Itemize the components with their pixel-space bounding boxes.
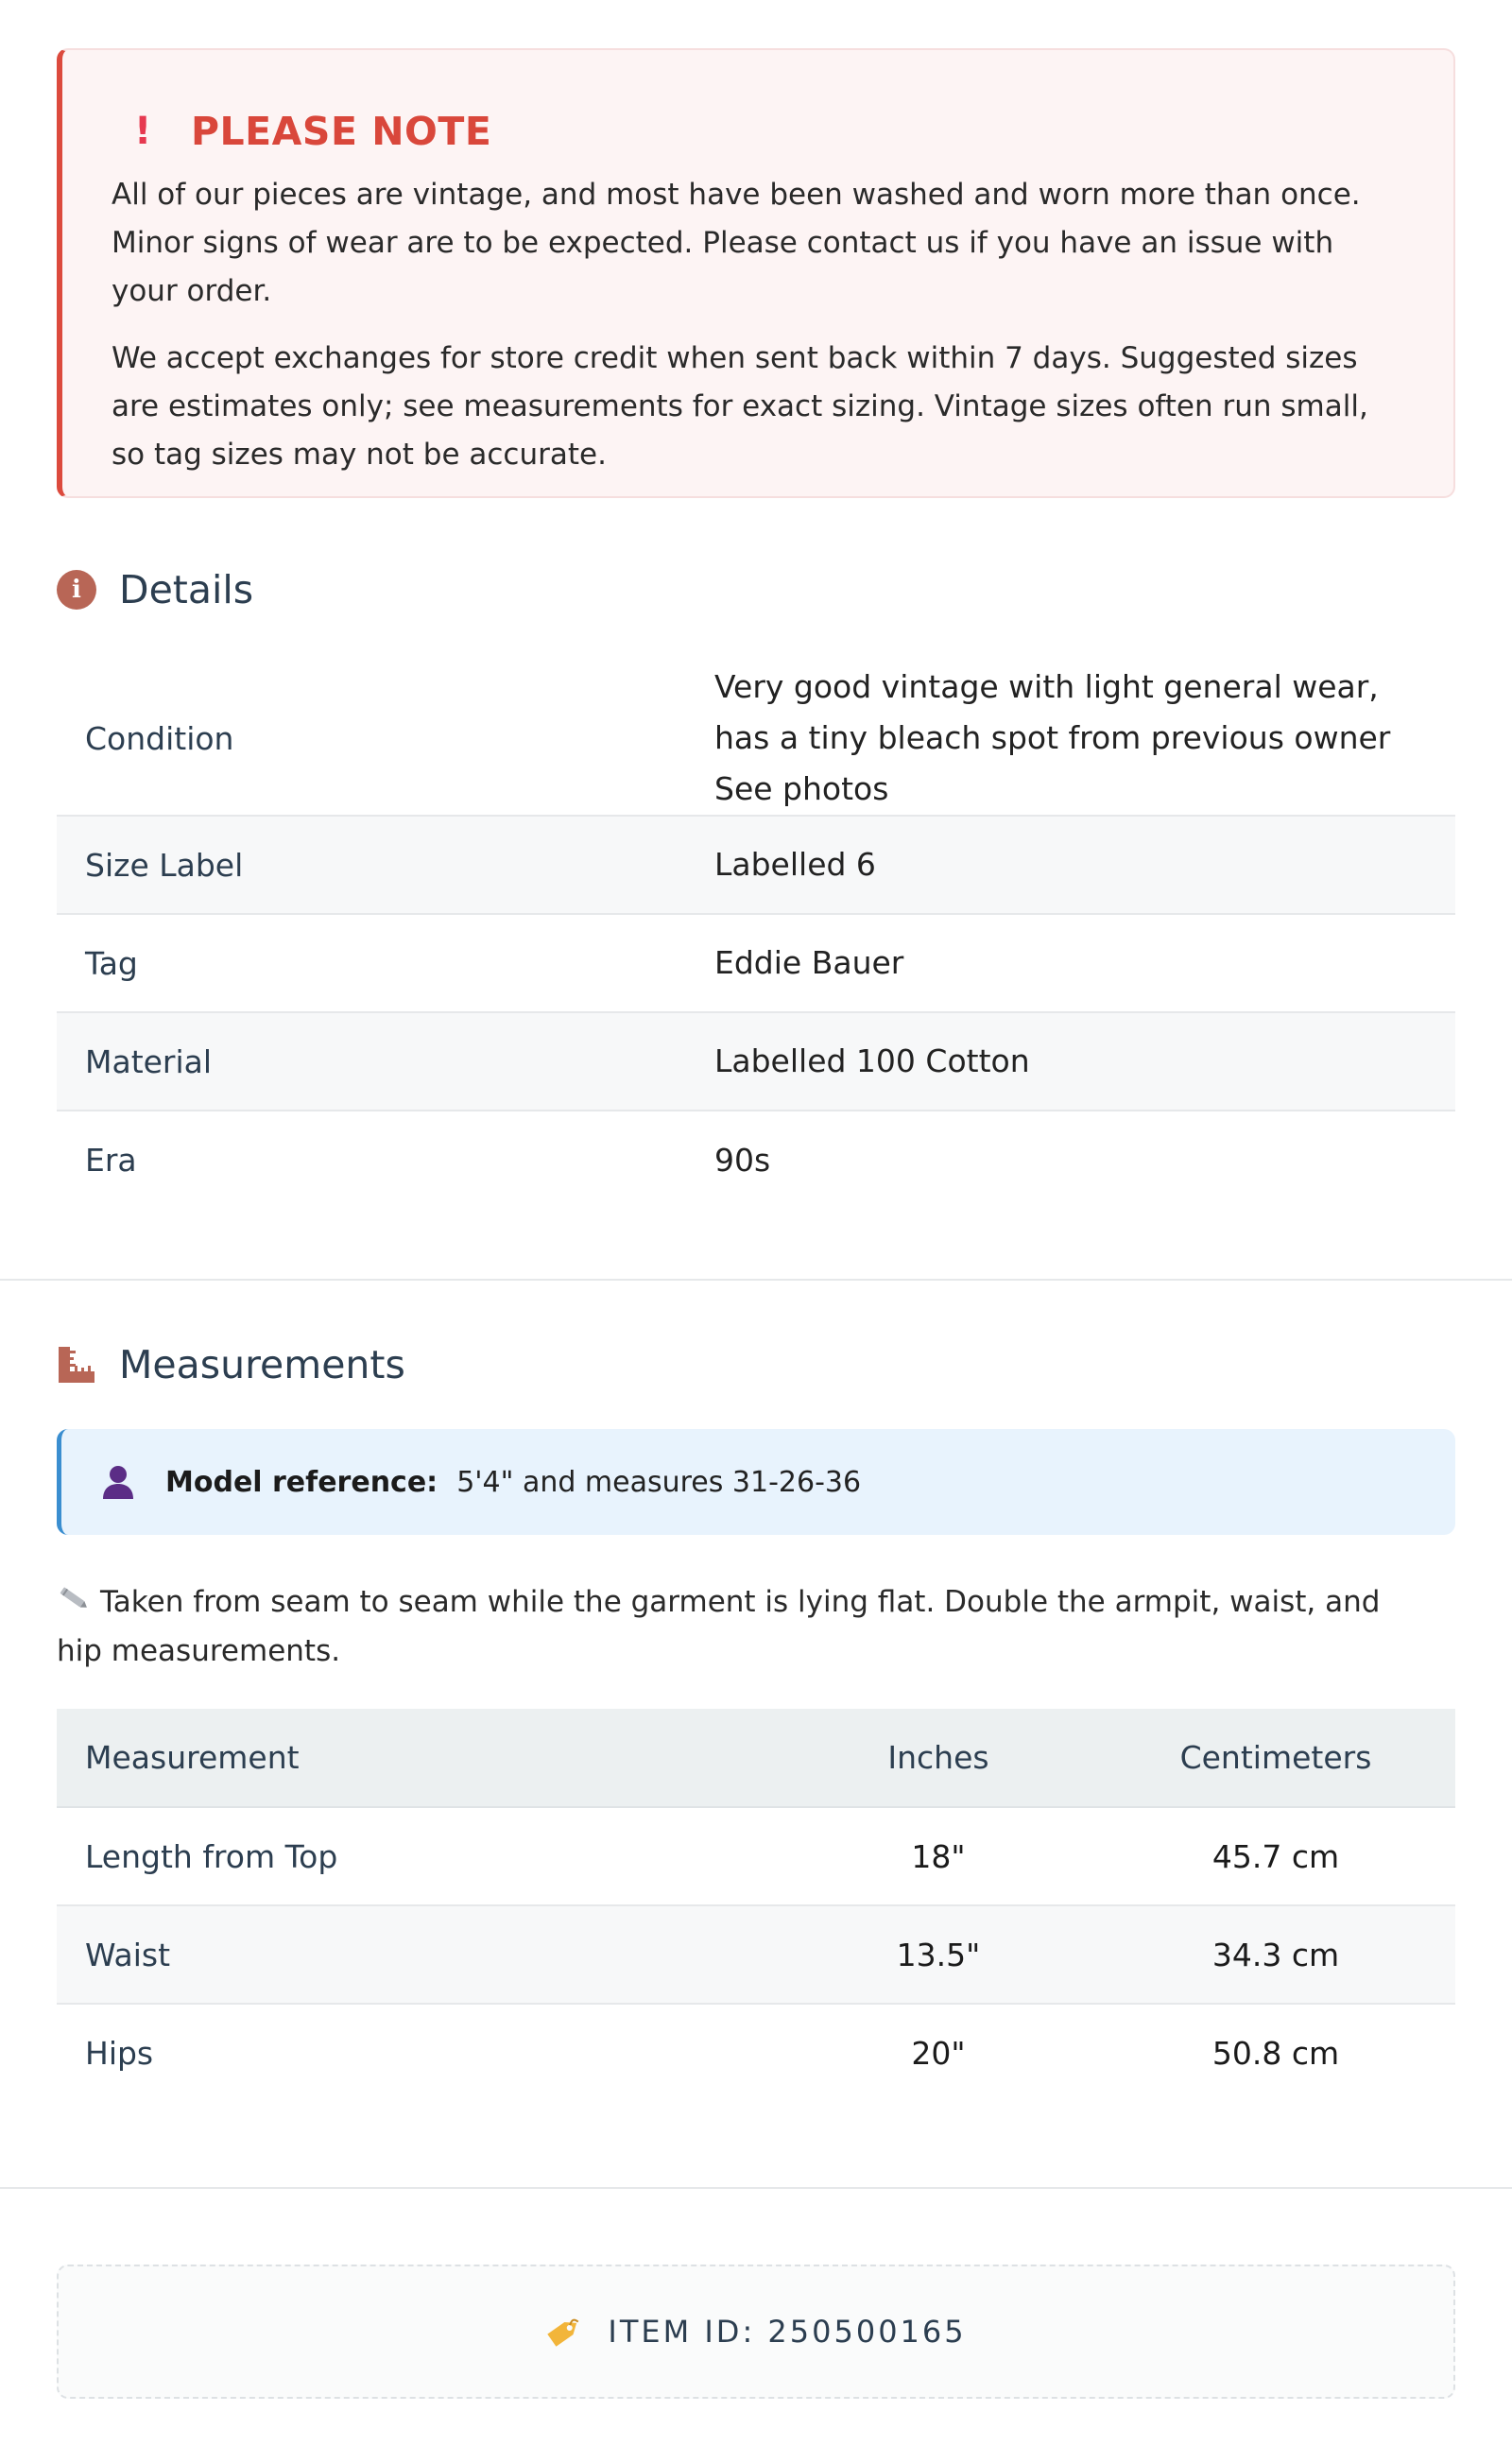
ruler-icon	[57, 1345, 96, 1385]
detail-value: 90s	[714, 1141, 771, 1179]
table-row	[57, 1905, 1455, 2004]
notice-paragraph-2: We accept exchanges for store credit when sent back within 7 days. Suggested sizes are estimates only; see measurements for exact sizing. Vintage sizes often run small, so tag sizes may not be accurate.	[112, 341, 1368, 472]
model-reference-label: Model reference:	[165, 1465, 438, 1499]
detail-value: Eddie Bauer	[686, 914, 1455, 1012]
section-divider	[0, 2187, 1512, 2189]
details-table	[57, 662, 1455, 1209]
item-id-box	[57, 2265, 1455, 2399]
details-title: Details	[119, 567, 254, 612]
measurement-cm: 50.8 cm	[1211, 2035, 1340, 2072]
table-row	[57, 1111, 1455, 1209]
table-row	[57, 2004, 1455, 2102]
detail-label: Era	[85, 1142, 137, 1179]
please-note-box	[57, 48, 1455, 498]
detail-value: Labelled 6	[686, 816, 1455, 914]
column-header-inches: Inches	[781, 1709, 1096, 1807]
table-header-row	[57, 1709, 1455, 1807]
person-icon	[99, 1463, 137, 1501]
measurements-title: Measurements	[119, 1342, 405, 1387]
info-icon: i	[57, 570, 96, 610]
measurement-inches: 13.5"	[781, 1905, 1096, 2004]
measurement-cm: 45.7 cm	[1096, 1807, 1455, 1905]
model-reference-box	[57, 1429, 1455, 1535]
detail-value: Labelled 100 Cotton	[686, 1012, 1455, 1111]
table-row	[57, 816, 1455, 914]
measurements-header	[57, 1342, 405, 1387]
detail-label: Tag	[57, 914, 686, 1012]
measurement-cm: 34.3 cm	[1096, 1905, 1455, 2004]
measurements-table	[57, 1709, 1455, 2102]
item-id-text: ITEM ID: 250500165	[608, 2314, 967, 2350]
section-divider	[0, 1279, 1512, 1281]
column-header-measurement: Measurement	[57, 1709, 781, 1807]
measurement-inches: 18"	[781, 1807, 1096, 1905]
table-row	[57, 1807, 1455, 1905]
notice-title: PLEASE NOTE	[191, 109, 492, 154]
model-reference-value: 5'4" and measures 31-26-36	[456, 1465, 862, 1499]
table-row	[57, 662, 1455, 816]
table-row	[57, 914, 1455, 1012]
measurement-name: Waist	[57, 1905, 781, 2004]
table-row	[57, 1012, 1455, 1111]
notice-paragraph-1: All of our pieces are vintage, and most have been washed and worn more than once. Minor signs of wear are to be expected. Please contact us if you have an issue with your order.	[112, 178, 1361, 308]
exclamation-icon: !	[134, 110, 152, 153]
pencil-icon	[57, 1579, 91, 1628]
measurement-inches: 20"	[911, 2035, 966, 2072]
measurement-name: Length from Top	[57, 1807, 781, 1905]
measurement-name: Hips	[85, 2035, 154, 2072]
notice-header	[112, 103, 1406, 160]
detail-label: Material	[57, 1012, 686, 1111]
details-header	[57, 567, 253, 612]
measurement-note	[57, 1578, 1399, 1676]
detail-label: Condition	[57, 662, 686, 816]
measurement-note-text: Taken from seam to seam while the garment is lying flat. Double the armpit, waist, and hip measurements.	[57, 1585, 1381, 1668]
detail-label: Size Label	[57, 816, 686, 914]
tag-icon	[545, 2313, 583, 2351]
column-header-centimeters: Centimeters	[1096, 1709, 1455, 1807]
detail-value: Very good vintage with light general wear, has a tiny bleach spot from previous owner See photos	[686, 662, 1455, 816]
